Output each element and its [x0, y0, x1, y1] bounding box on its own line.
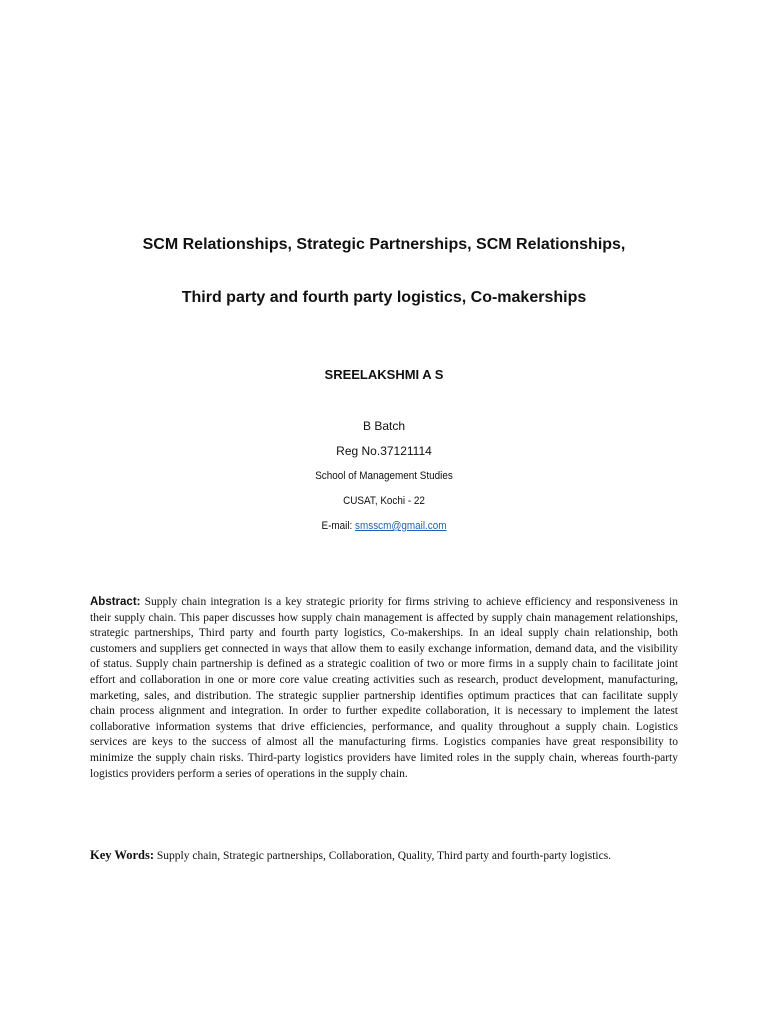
author-school: School of Management Studies [315, 470, 453, 482]
paper-title-line2: Third party and fourth party logistics, Co-makerships [181, 289, 587, 306]
author-location: CUSAT, Kochi - 22 [343, 495, 425, 507]
paper-title-line1: SCM Relationships, Strategic Partnerships, SCM Relationships, [142, 236, 626, 253]
abstract-text: Supply chain integration is a key strategic priority for firms striving to achieve efficiency and responsiveness in their supply chain. This paper discusses how supply chain management is affected by supply chain management relationships, strategic partnerships, Third party and fourth party logistics, Co-makerships. In an ideal supply chain relationship, both customers and suppliers get connected in ways that allow them to easily exchange information, demand data, and the visibility of status. Supply chain partnership is defined as a strategic coalition of two or more firms in a supply chain to facilitate joint effort and collaboration in one or more core value creating activities such as research, product development, manufacturing, marketing, sales, and distribution. The strategic supplier partnership identifies optimum practices that can facilitate supply chain process alignment and integration. In order to further expedite collaboration, it is necessary to implement the latest collaborative information systems that drive efficiencies, performance, and quality throughout a supply chain. Logistics services are keys to the success of almost all the manufacturing firms. Logistics companies have great responsibility to minimize the supply chain risks. Third-party logistics providers have limited roles in the supply chain, whereas fourth-party logistics providers perform a series of operations in the supply chain. [90, 596, 678, 780]
keywords-label: Key Words: [90, 848, 155, 862]
abstract-paragraph [90, 595, 678, 782]
author-name: SREELAKSHMI A S [324, 367, 444, 382]
keywords-paragraph [90, 843, 678, 868]
author-reg-no: Reg No.37121114 [336, 444, 432, 458]
keywords-text: Supply chain, Strategic partnerships, Collaboration, Quality, Third party and fourth-party logistics. [154, 850, 612, 862]
abstract-label: Abstract: [90, 596, 141, 608]
author-batch: B Batch [362, 419, 406, 433]
email-link[interactable]: smsscm@gmail.com [355, 520, 447, 532]
author-email-line [38, 520, 729, 532]
email-label: E-mail: [321, 520, 356, 532]
